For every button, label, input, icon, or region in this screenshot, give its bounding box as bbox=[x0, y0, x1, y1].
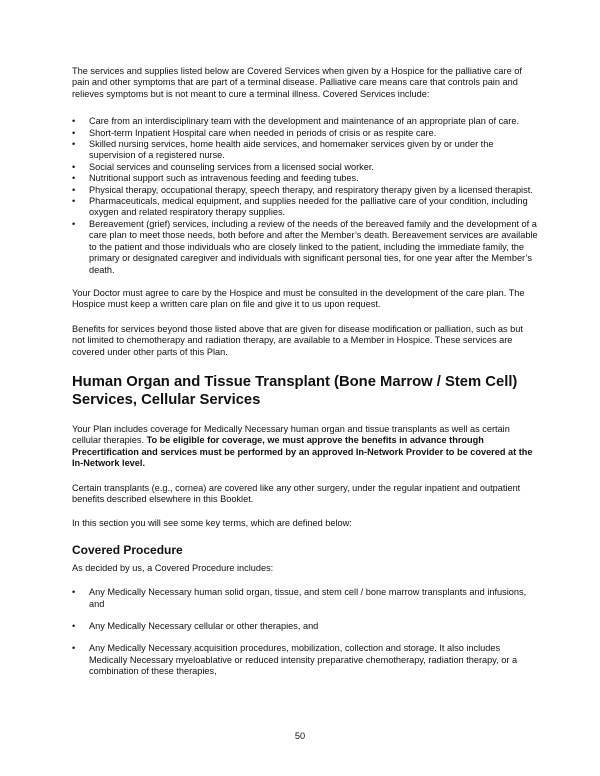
list-item bbox=[72, 219, 538, 276]
list-item bbox=[72, 128, 538, 139]
list-item-text: Any Medically Necessary cellular or other therapies, and bbox=[89, 621, 319, 631]
bullet-icon: • bbox=[72, 139, 76, 150]
list-item-text: Nutritional support such as intravenous feeding and feeding tubes. bbox=[89, 173, 359, 184]
bullet-icon: • bbox=[72, 218, 76, 229]
bullet-icon: • bbox=[72, 643, 76, 654]
bullet-icon: • bbox=[72, 196, 76, 207]
list-item bbox=[72, 173, 538, 184]
bullet-icon: • bbox=[72, 116, 76, 127]
bullet-icon: • bbox=[72, 127, 76, 138]
list-item-text: Bereavement (grief) services, including a review of the needs of the bereaved family and the development of a care plan to meet those needs, both before and after the Member’s death. Bereavement services are available to the patient and those individuals who are closely linked to the patient, including the immediate family, the primary or designated caregiver and individuals with significant personal ties, for one year after the Member’s death. bbox=[89, 218, 538, 275]
list-item-text: Any Medically Necessary human solid organ, tissue, and stem cell / bone marrow transplants and infusions, and bbox=[89, 587, 527, 609]
transplant-coverage-paragraph bbox=[72, 424, 538, 470]
paragraph-text: Your Plan includes coverage for Medically Necessary human organ and tissue transplants as well as certain cellular therapies. bbox=[72, 423, 510, 446]
bullet-icon: • bbox=[72, 587, 76, 598]
hospice-covered-services-list bbox=[72, 116, 538, 276]
bullet-icon: • bbox=[72, 161, 76, 172]
covered-procedure-intro: As decided by us, a Covered Procedure includes: bbox=[72, 562, 274, 573]
list-item-text: Social services and counseling services from a licensed social worker. bbox=[89, 161, 374, 172]
hospice-doctor-paragraph: Your Doctor must agree to care by the Hospice and must be consulted in the development of the care plan. The Hospice must keep a written care plan on file and give it to us upon request. bbox=[72, 287, 525, 310]
bullet-icon: • bbox=[72, 184, 76, 195]
list-item bbox=[72, 162, 538, 173]
list-item-text: Pharmaceuticals, medical equipment, and supplies needed for the palliative care of your condition, including oxygen and related respiratory therapy supplies. bbox=[89, 196, 528, 218]
list-item-text: Skilled nursing services, home health aide services, and homemaker services given by or under the supervision of a registered nurse. bbox=[89, 139, 494, 161]
heading-line: Human Organ and Tissue Transplant (Bone Marrow / Stem Cell) bbox=[72, 373, 518, 390]
page-content bbox=[72, 66, 538, 678]
transplant-section-heading bbox=[72, 373, 538, 409]
list-item bbox=[72, 643, 538, 677]
list-item-text: Care from an interdisciplinary team with the development and maintenance of an appropriate plan of care. bbox=[89, 116, 520, 127]
covered-procedure-heading: Covered Procedure bbox=[72, 542, 183, 557]
list-item-text: Any Medically Necessary acquisition procedures, mobilization, collection and storage. It also includes Medically Necessary myeloablative or reduced intensity preparative chemotherapy, radiation therapy, or a combination of these therapies, bbox=[89, 643, 518, 677]
list-item bbox=[72, 621, 538, 632]
list-item bbox=[72, 139, 538, 162]
list-item bbox=[72, 185, 538, 196]
page-number: 50 bbox=[294, 731, 306, 741]
hospice-intro-paragraph: The services and supplies listed below are Covered Services when given by a Hospice for the palliative care of pain and other symptoms that are part of a terminal disease. Palliative care means care that controls pain and relieves symptoms but is not meant to cure a terminal illness. Covered Services include: bbox=[72, 66, 522, 99]
list-item-text: Physical therapy, occupational therapy, speech therapy, and respiratory therapy given by a licensed therapist. bbox=[89, 184, 533, 195]
transplant-cornea-paragraph: Certain transplants (e.g., cornea) are covered like any other surgery, under the regular inpatient and outpatient benefits described elsewhere in this Booklet. bbox=[72, 482, 521, 504]
bullet-icon: • bbox=[72, 173, 76, 184]
heading-line: Services, Cellular Services bbox=[72, 391, 261, 408]
list-item bbox=[72, 196, 538, 219]
list-item bbox=[72, 116, 538, 127]
bullet-icon: • bbox=[72, 621, 76, 631]
hospice-benefits-paragraph: Benefits for services beyond those listed above that are given for disease modification or palliation, such as but not limited to chemotherapy and radiation therapy, are available to a Member in Hospice. These services are covered under other parts of this Plan. bbox=[72, 323, 523, 357]
list-item bbox=[72, 587, 538, 610]
covered-procedure-list bbox=[72, 587, 538, 677]
precertification-notice: To be eligible for coverage, we must approve the benefits in advance through Precertification and services must be performed by an approved In-Network Provider to be covered at the In-Network level. bbox=[72, 435, 533, 469]
list-item-text: Short-term Inpatient Hospital care when needed in periods of crisis or as respite care. bbox=[89, 127, 437, 138]
key-terms-intro: In this section you will see some key terms, which are defined below: bbox=[72, 518, 352, 529]
